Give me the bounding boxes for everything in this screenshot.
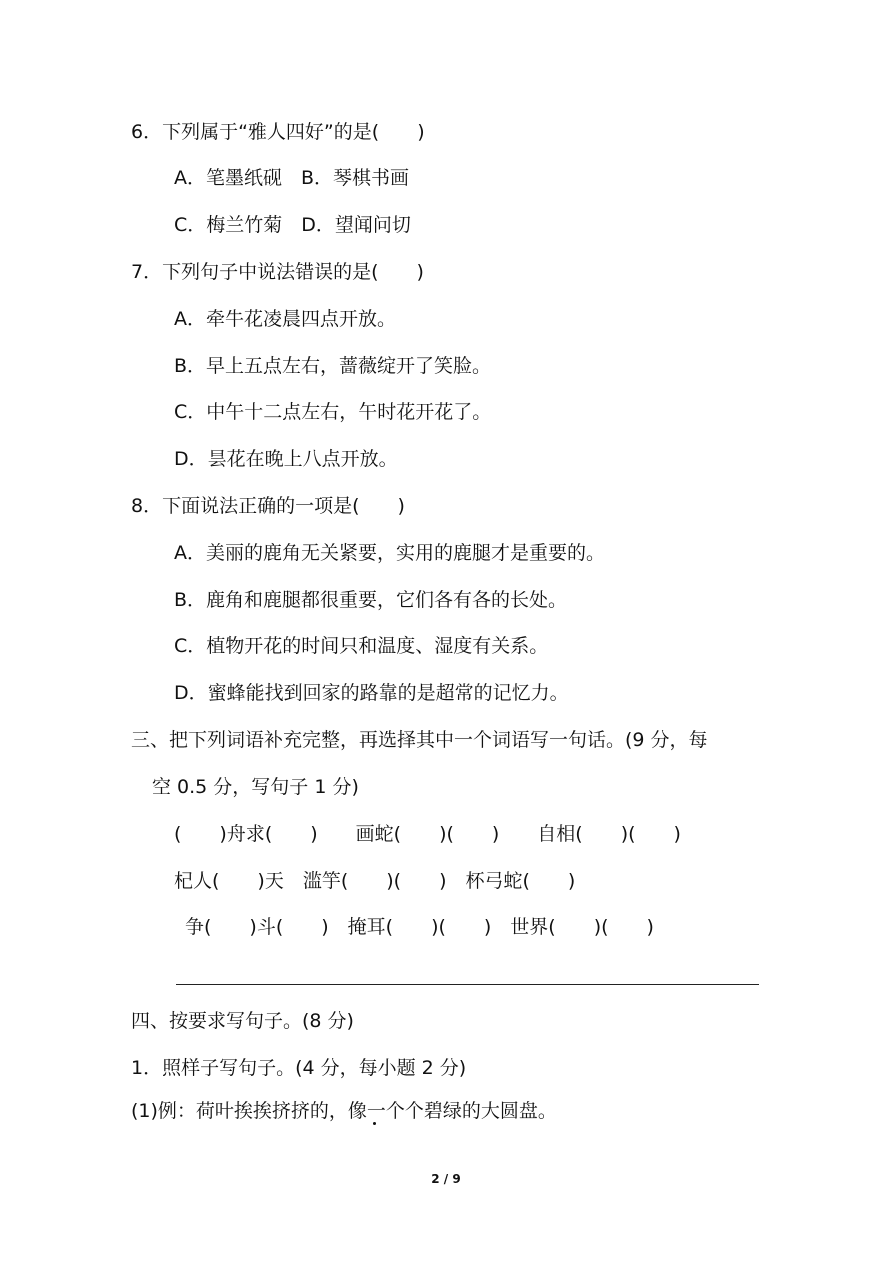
q6-options-cd: C．梅兰竹菊 D．望闻问切 (174, 214, 411, 236)
idiom-row-3: 争( )斗( ) 掩耳( )( ) 世界( )( ) (185, 916, 654, 938)
q6-options-ab: A．笔墨纸砚 B．琴棋书画 (174, 167, 410, 189)
q8-option-b: B．鹿角和鹿腿都很重要，它们各有各的长处。 (174, 589, 568, 611)
q8-stem: 8．下面说法正确的一项是( ) (131, 495, 405, 517)
q7-option-a: A．牵牛花凌晨四点开放。 (174, 308, 396, 330)
q6-stem: 6．下列属于“雅人四好”的是( ) (131, 121, 425, 143)
section-3-title-cont: 空 0.5 分，写句子 1 分) (152, 776, 359, 798)
idiom-row-1: ( )舟求( ) 画蛇( )( ) 自相( )( ) (174, 823, 681, 845)
emphasis-dot (373, 1122, 376, 1125)
section-3-title: 三、把下列词语补充完整，再选择其中一个词语写一句话。(9 分，每 (131, 729, 708, 751)
q7-option-c: C．中午十二点左右，午时花开花了。 (174, 401, 492, 423)
idiom-row-2: 杞人( )天 滥竽( )( ) 杯弓蛇( ) (174, 870, 576, 892)
q7-option-b: B．早上五点左右，蔷薇绽开了笑脸。 (174, 355, 492, 377)
q7-stem: 7．下列句子中说法错误的是( ) (131, 261, 424, 283)
section-4-title: 四、按要求写句子。(8 分) (131, 1010, 354, 1032)
page-number: 2 / 9 (431, 1172, 461, 1186)
q8-option-a: A．美丽的鹿角无关紧要，实用的鹿腿才是重要的。 (174, 542, 605, 564)
q8-option-c: C．植物开花的时间只和温度、湿度有关系。 (174, 635, 549, 657)
section-4-q1: 1．照样子写句子。(4 分，每小题 2 分) (131, 1057, 467, 1079)
example-sentence: (1)例：荷叶挨挨挤挤的，像一个个碧绿的大圆盘。 (131, 1100, 557, 1122)
answer-line (176, 984, 759, 985)
q7-option-d: D．昙花在晚上八点开放。 (174, 448, 398, 470)
q8-option-d: D．蜜蜂能找到回家的路靠的是超常的记忆力。 (174, 682, 569, 704)
